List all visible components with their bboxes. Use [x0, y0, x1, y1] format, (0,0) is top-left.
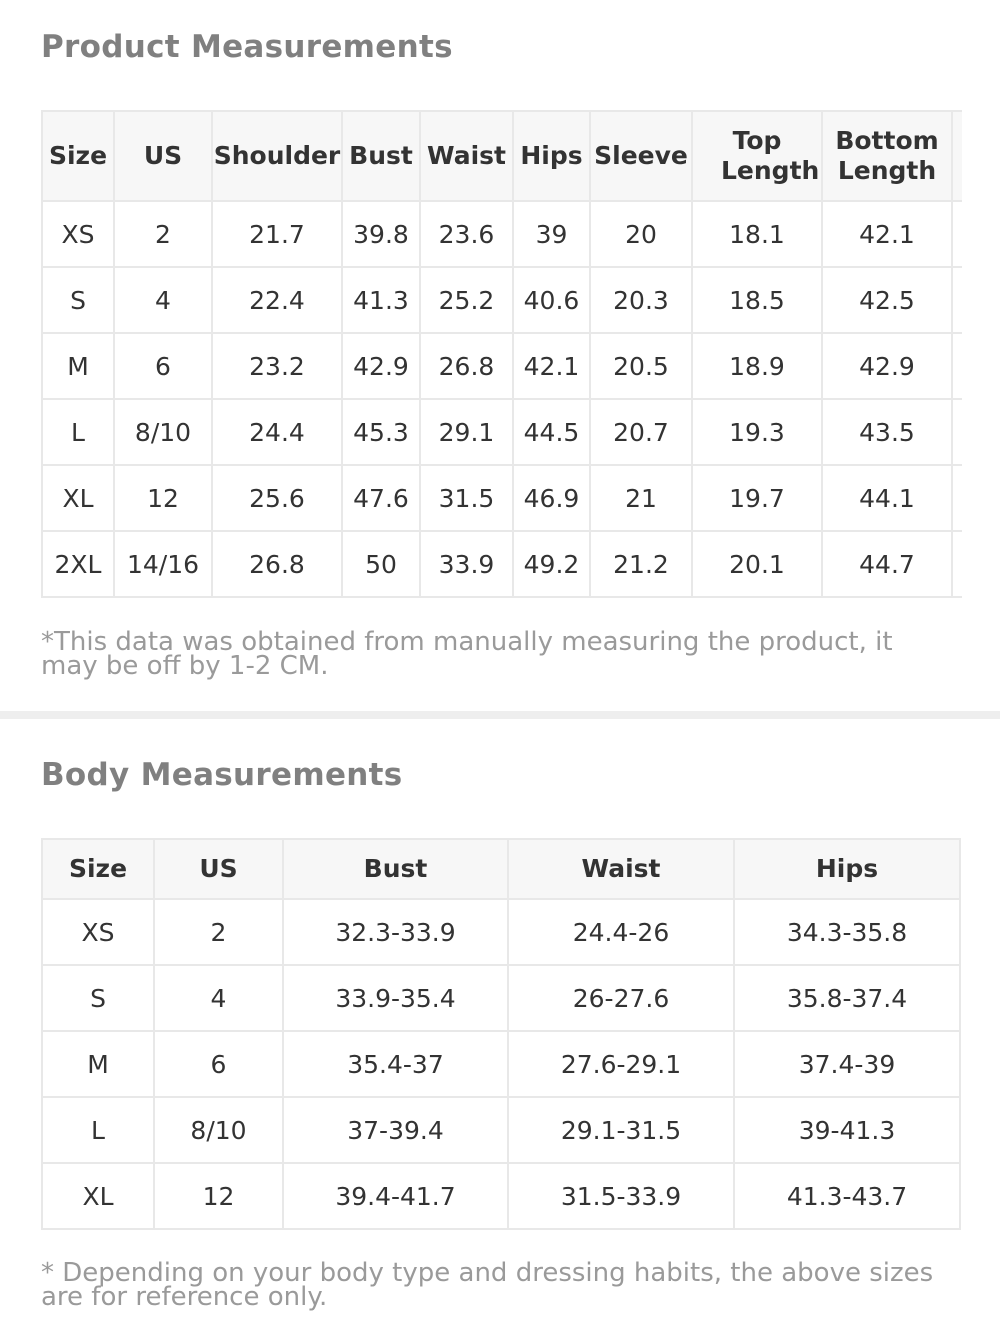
table-cell: 44.5	[513, 399, 590, 465]
table-cell: 42.9	[822, 333, 952, 399]
table-cell: 19.7	[692, 465, 822, 531]
overflow-column-stub	[952, 333, 962, 399]
product-measurements-title: Product Measurements	[41, 29, 453, 65]
table-cell: 21	[590, 465, 692, 531]
table-cell: 33.9	[420, 531, 513, 597]
table-row	[42, 333, 962, 399]
table-cell: 41.3-43.7	[734, 1163, 960, 1229]
table-header-row	[42, 839, 960, 899]
table-cell: 2XL	[42, 531, 114, 597]
table-cell: 24.4-26	[508, 899, 734, 965]
table-cell: 8/10	[154, 1097, 283, 1163]
table-cell: 4	[154, 965, 283, 1031]
column-header-size: Size	[42, 839, 154, 899]
table-cell: 42.1	[822, 201, 952, 267]
table-cell: 44.7	[822, 531, 952, 597]
table-cell: 49.2	[513, 531, 590, 597]
table-cell: 21.7	[212, 201, 342, 267]
table-row	[42, 1163, 960, 1229]
table-row	[42, 1097, 960, 1163]
table-row	[42, 465, 962, 531]
table-cell: 25.2	[420, 267, 513, 333]
table-cell: XS	[42, 899, 154, 965]
table-cell: 40.6	[513, 267, 590, 333]
table-cell: 26-27.6	[508, 965, 734, 1031]
column-header-bust: Bust	[342, 111, 420, 201]
table-cell: 26.8	[420, 333, 513, 399]
table-cell: 2	[114, 201, 212, 267]
table-cell: M	[42, 1031, 154, 1097]
overflow-column-stub	[952, 111, 962, 201]
table-cell: 8/10	[114, 399, 212, 465]
table-cell: 26.8	[212, 531, 342, 597]
column-header-shoulder: Shoulder	[212, 111, 342, 201]
table-row	[42, 899, 960, 965]
table-cell: XS	[42, 201, 114, 267]
table-cell: 37.4-39	[734, 1031, 960, 1097]
table-cell: 31.5	[420, 465, 513, 531]
table-cell: 18.1	[692, 201, 822, 267]
table-cell: 21.2	[590, 531, 692, 597]
table-cell: 6	[114, 333, 212, 399]
table-cell: 24.4	[212, 399, 342, 465]
table-cell: 37-39.4	[283, 1097, 508, 1163]
table-cell: 6	[154, 1031, 283, 1097]
table-cell: L	[42, 399, 114, 465]
table-cell: 39.8	[342, 201, 420, 267]
table-cell: 19.3	[692, 399, 822, 465]
table-cell: M	[42, 333, 114, 399]
column-header-sleeve: Sleeve	[590, 111, 692, 201]
table-cell: 20.3	[590, 267, 692, 333]
table-cell: 42.9	[342, 333, 420, 399]
table-cell: 32.3-33.9	[283, 899, 508, 965]
table-cell: 29.1-31.5	[508, 1097, 734, 1163]
table-row	[42, 201, 962, 267]
body-measurements-table	[41, 838, 961, 1230]
table-cell: XL	[42, 465, 114, 531]
table-cell: 42.5	[822, 267, 952, 333]
table-cell: 18.9	[692, 333, 822, 399]
table-cell: 43.5	[822, 399, 952, 465]
note-line: are for reference only.	[41, 1282, 328, 1312]
table-cell: 33.9-35.4	[283, 965, 508, 1031]
body-measurements-title: Body Measurements	[41, 757, 403, 793]
column-header-waist: Waist	[420, 111, 513, 201]
note-line: * Depending on your body type and dressing habits, the above sizes	[41, 1258, 934, 1288]
column-header-size: Size	[42, 111, 114, 201]
table-cell: 20	[590, 201, 692, 267]
table-row	[42, 267, 962, 333]
table-cell: 27.6-29.1	[508, 1031, 734, 1097]
overflow-column-stub	[952, 267, 962, 333]
table-cell: XL	[42, 1163, 154, 1229]
section-divider	[0, 711, 1000, 719]
note-line: may be off by 1-2 CM.	[41, 651, 329, 681]
table-cell: 22.4	[212, 267, 342, 333]
table-cell: 39.4-41.7	[283, 1163, 508, 1229]
overflow-column-stub	[952, 201, 962, 267]
column-header-us: US	[114, 111, 212, 201]
table-cell: 20.1	[692, 531, 822, 597]
table-cell: S	[42, 267, 114, 333]
table-cell: 39-41.3	[734, 1097, 960, 1163]
table-cell: 31.5-33.9	[508, 1163, 734, 1229]
table-cell: S	[42, 965, 154, 1031]
table-cell: 47.6	[342, 465, 420, 531]
table-cell: 2	[154, 899, 283, 965]
table-row	[42, 965, 960, 1031]
overflow-column-stub	[952, 531, 962, 597]
table-cell: 4	[114, 267, 212, 333]
column-header-top-length: Top Length	[692, 111, 822, 201]
table-cell: 35.8-37.4	[734, 965, 960, 1031]
table-cell: 18.5	[692, 267, 822, 333]
body-measurements-note	[41, 1258, 934, 1312]
table-cell: 12	[114, 465, 212, 531]
table-cell: 20.5	[590, 333, 692, 399]
column-header-waist: Waist	[508, 839, 734, 899]
overflow-column-stub	[952, 465, 962, 531]
table-cell: 23.2	[212, 333, 342, 399]
table-cell: 42.1	[513, 333, 590, 399]
table-cell: L	[42, 1097, 154, 1163]
table-cell: 34.3-35.8	[734, 899, 960, 965]
product-measurements-note	[41, 627, 893, 681]
table-cell: 45.3	[342, 399, 420, 465]
table-cell: 41.3	[342, 267, 420, 333]
table-cell: 12	[154, 1163, 283, 1229]
table-row	[42, 399, 962, 465]
column-header-bottom-length: Bottom Length	[822, 111, 952, 201]
column-header-hips: Hips	[513, 111, 590, 201]
column-header-bust: Bust	[283, 839, 508, 899]
product-measurements-table	[41, 110, 962, 598]
table-cell: 35.4-37	[283, 1031, 508, 1097]
table-cell: 39	[513, 201, 590, 267]
table-row	[42, 1031, 960, 1097]
column-header-hips: Hips	[734, 839, 960, 899]
note-line: *This data was obtained from manually measuring the product, it	[41, 627, 893, 657]
table-header-row	[42, 111, 962, 201]
table-cell: 14/16	[114, 531, 212, 597]
table-cell: 29.1	[420, 399, 513, 465]
table-cell: 25.6	[212, 465, 342, 531]
table-cell: 23.6	[420, 201, 513, 267]
table-cell: 44.1	[822, 465, 952, 531]
table-cell: 50	[342, 531, 420, 597]
table-cell: 20.7	[590, 399, 692, 465]
table-row	[42, 531, 962, 597]
table-cell: 46.9	[513, 465, 590, 531]
column-header-us: US	[154, 839, 283, 899]
overflow-column-stub	[952, 399, 962, 465]
